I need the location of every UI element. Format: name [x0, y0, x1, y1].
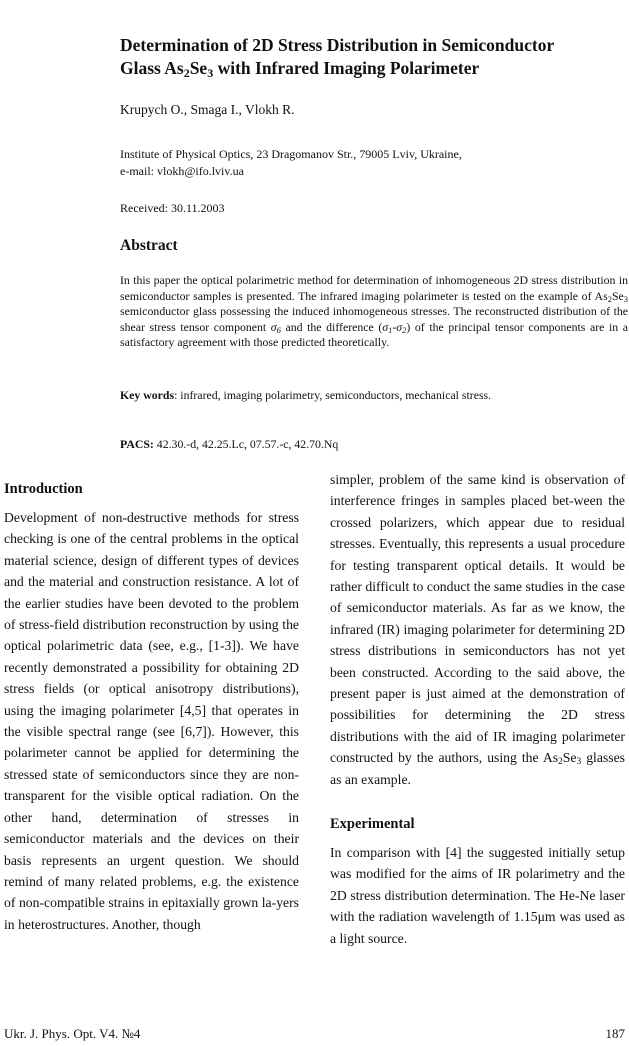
experimental-heading: Experimental	[330, 816, 415, 832]
received-date: Received: 30.11.2003	[120, 201, 225, 215]
abstract-heading: Abstract	[120, 237, 178, 254]
journal-footer: Ukr. J. Phys. Opt. V4. №4	[4, 1026, 141, 1041]
page-number: 187	[605, 1026, 625, 1041]
abstract-text: In this paper the optical polarimetric method for determination of inhomogeneous 2D stress distribution in semiconductor samples is presented. The infrared imaging polarimeter is tested on the example of $As_2Se_3$ semiconductor glass possessing the induced inhomogeneous stresses. The reconstructed distribution of the shear stress tensor component $\sigma_6$ and the difference $(\sigma_1-\sigma_2)$ of the principal tensor components are in a satisfactory agreement with those predicted theoretically.	[120, 273, 628, 349]
paper-title: Determination of 2D Stress Distribution in Semiconductor Glass $As_2Se_3$ with Infrared Imaging Polarimeter	[120, 35, 555, 80]
introduction-heading: Introduction	[4, 481, 83, 497]
pacs-codes: PACS: 42.30.-d, 42.25.Lc, 07.57.-c, 42.70.Nq	[120, 437, 339, 451]
right-column-text: simpler, problem of the same kind is observation of interference fringes in samples placed bet-ween the crossed polarizers, which appear due to residual stresses. Eventually, this represents a usual procedure for testing transparent optical details. It would be rather difficult to conduct the same studies in the case of semiconductor materials. As far as we know, the infrared (IR) imaging polarimeter for determining 2D stress distributions in semiconductors has not yet been constructed. According to the said above, the present paper is just aimed at the demonstration of possibilities for determining the 2D stress distributions with the aid of IR imaging polarimeter constructed by the authors, using the $As_2Se_3$ glasses as an example.	[330, 472, 625, 787]
introduction-text: Development of non-destructive methods for stress checking is one of the central problems in the optical material science, design of different types of devices and the material and construction resistance. A lot of the earlier studies have been devoted to the problem of stress-field distribution reconstruction by using the optical polarimetric data (see, e.g., [1-3]). We have recently demonstrated a possibility for obtaining 2D stress fields (or optical anisotropy distributions), using the imaging polarimeter [4,5] that operates in the visible spectral range (see [6,7]). However, this polarimeter cannot be applied for determining the stressed state of semiconductors since they are non-transparent for the visible optical radiation. On the other hand, determination of stresses in semiconductor materials and the devices on their basis represents an urgent question. We should remind of many related problems, e.g. the existence of non-compatible strains in epitaxially grown la-yers in heterostructures. Another, though	[4, 510, 299, 932]
keywords: Key words: infrared, imaging polarimetry, semiconductors, mechanical stress.	[120, 388, 492, 402]
authors: Krupych O., Smaga I., Vlokh R.	[120, 102, 295, 117]
experimental-text: In comparison with [4] the suggested initially setup was modified for the aims of IR polarimetry and the 2D stress distribution determination. The He-Ne laser with the radiation wavelength of 1.15μm was used as a light source.	[330, 845, 625, 946]
affiliation: Institute of Physical Optics, 23 Dragomanov Str., 79005 Lviv, Ukraine, e-mail: vlokh@ifo.lviv.ua	[120, 147, 462, 178]
